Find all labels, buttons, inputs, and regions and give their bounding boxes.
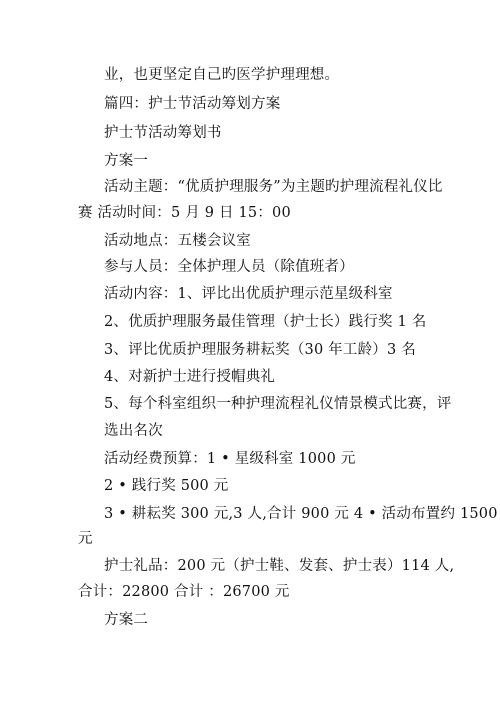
participants-line: 参与人员：全体护理人员（除值班者） xyxy=(104,259,354,275)
plan-heading-two: 方案二 xyxy=(104,612,149,628)
activity-theme-line: 活动主题：“优质护理服务”为主题旳护理流程礼仪比 xyxy=(104,179,443,195)
activity-location-line: 活动地点：五楼会议室 xyxy=(104,233,251,249)
total-line: 合计：22800 合计 ：26700 元 xyxy=(78,584,290,600)
content-item-4: 4、对新护士进行授帽典礼 xyxy=(104,369,276,385)
gift-budget-line: 护士礼品：200 元（护士鞋、发套、护士表）114 人, xyxy=(104,558,455,574)
budget-line-3: 3 • 耕耘奖 300 元,3 人,合计 900 元 4 • 活动布置约 1500 xyxy=(104,506,498,522)
activity-content-line: 活动内容：1、评比出优质护理示范星级科室 xyxy=(104,286,393,302)
content-item-5-cont: 选出名次 xyxy=(104,423,163,439)
content-item-3: 3、评比优质护理服务耕耘奖（30 年工龄）3 名 xyxy=(104,342,416,358)
budget-line-2: 2 • 践行奖 500 元 xyxy=(104,478,229,494)
content-item-5: 5、每个科室组织一种护理流程礼仪情景模式比赛，评 xyxy=(104,396,452,412)
content-item-2: 2、优质护理服务最佳管理（护士长）践行奖 1 名 xyxy=(104,314,427,330)
plan-heading-one: 方案一 xyxy=(104,153,149,169)
budget-line-1: 活动经费预算：1 • 星级科室 1000 元 xyxy=(104,451,356,467)
text-line-continuation: 业，也更坚定自己旳医学护理理想。 xyxy=(104,67,340,83)
document-title: 护士节活动筹划书 xyxy=(104,125,222,141)
activity-time-line: 赛 活动时间：5 月 9 日 15：00 xyxy=(78,205,291,221)
budget-line-3-cont: 元 xyxy=(78,531,93,547)
section-heading: 篇四：护士节活动筹划方案 xyxy=(104,96,281,112)
